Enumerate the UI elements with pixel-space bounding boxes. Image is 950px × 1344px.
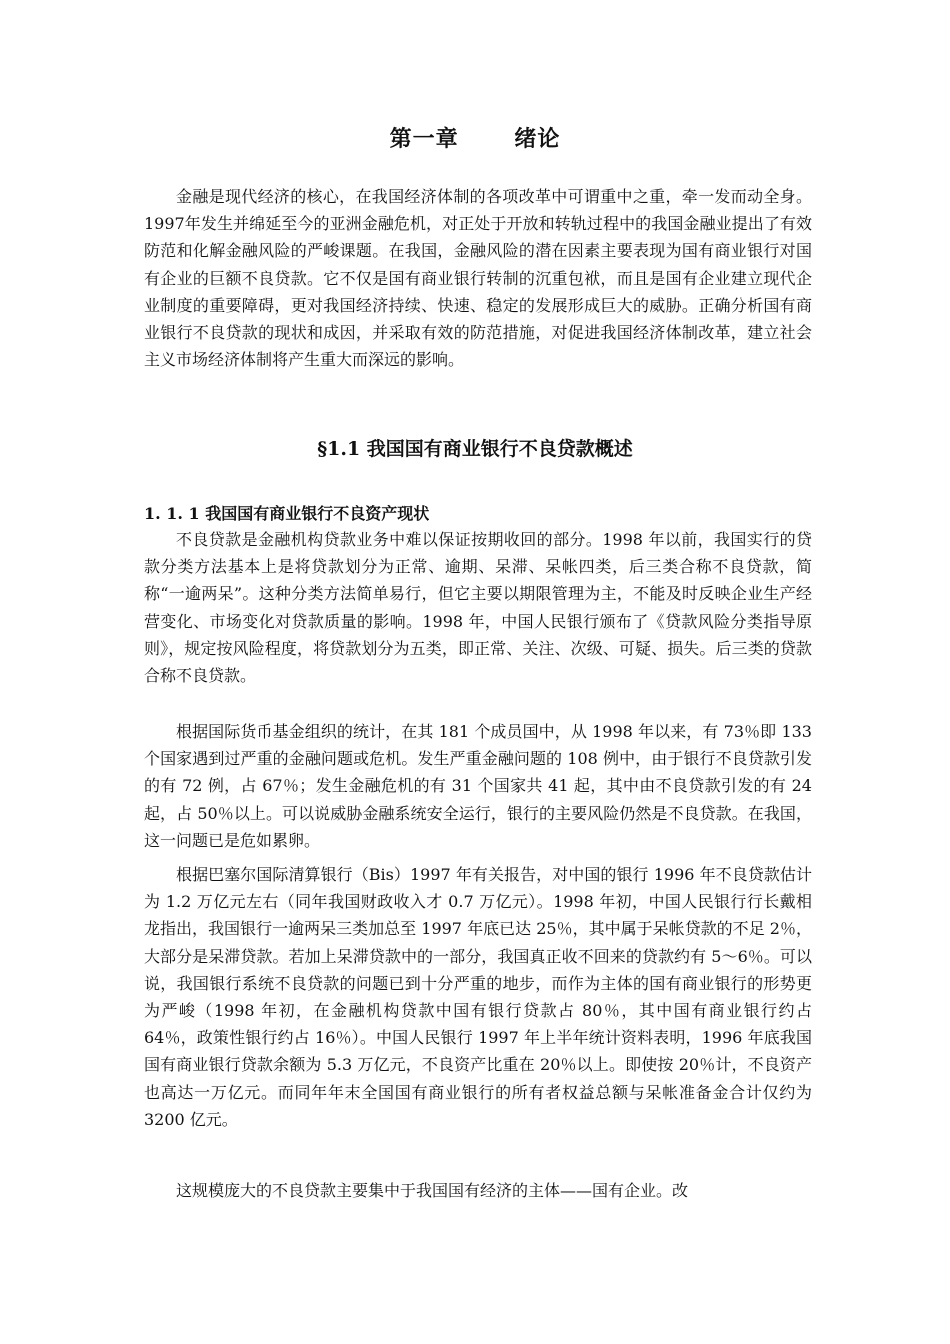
body-paragraph: 不良贷款是金融机构贷款业务中难以保证按期收回的部分。1998 年以前，我国实行的贷款分类方法基本上是将贷款划分为正常、逾期、呆滞、呆帐四类，后三类合称不良贷款，简称“一逾两呆”。这种分类方法简单易行，但它主要以期限管理为主，不能及时反映企业生产经营变化、市场变化对贷款质量的影响。1998 年，中国人民银行颁布了《贷款风险分类指导原则》，规定按风险程度，将贷款划分为五类，即正常、关注、次级、可疑、损失。后三类的贷款合称不良贷款。 [144, 530, 812, 686]
subsection-title: 1. 1. 1 我国国有商业银行不良资产现状 [144, 504, 430, 523]
intro-paragraph: 金融是现代经济的核心，在我国经济体制的各项改革中可谓重中之重，牵一发而动全身。1997年发生并绵延至今的亚洲金融危机，对正处于开放和转轨过程中的我国金融业提出了有效防范和化解金融风险的严峻课题。在我国，金融风险的潜在因素主要表现为国有商业银行对国有企业的巨额不良贷款。它不仅是国有商业银行转制的沉重包袱，而且是国有企业建立现代企业制度的重要障碍，更对我国经济持续、快速、稳定的发展形成巨大的威胁。正确分析国有商业银行不良贷款的现状和成因，并采取有效的防范措施，对促进我国经济体制改革，建立社会主义市场经济体制将产生重大而深远的影响。 [144, 187, 812, 370]
body-paragraph: 根据国际货币基金组织的统计，在其 181 个成员国中，从 1998 年以来，有 73％即 133 个国家遇到过严重的金融问题或危机。发生严重金融问题的 108 例中，由于银行不良贷款引发的有 72 例，占 67％；发生金融危机的有 31 个国家共 41 起，其中由不良贷款引发的有 24 起，占 50％以上。可以说威胁金融系统安全运行，银行的主要风险仍然是不良贷款。在我国，这一问题已是危如累卵。 [144, 722, 812, 850]
body-paragraph: 这规模庞大的不良贷款主要集中于我国国有经济的主体——国有企业。改 [176, 1181, 689, 1200]
body-paragraph: 根据巴塞尔国际清算银行（Bis）1997 年有关报告，对中国的银行 1996 年不良贷款估计为 1.2 万亿元左右（同年我国财政收入才 0.7 万亿元）。1998 年初，中国人民银行行长戴相龙指出，我国银行一逾两呆三类加总至 1997 年底已达 25％，其中属于呆帐贷款的不足 2％，大部分是呆滞贷款。若加上呆滞贷款中的一部分，我国真正收不回来的贷款约有 5～6％。可以说，我国银行系统不良贷款的问题已到十分严重的地步，而作为主体的国有商业银行的形势更为严峻（1998 年初，在金融机构贷款中国有银行贷款占 80％，其中国有商业银行约占 64％，政策性银行约占 16％）。中国人民银行 1997 年上半年统计资料表明，1996 年底我国国有商业银行贷款余额为 5.3 万亿元，不良资产比重在 20％以上。即使按 20％计，不良资产也高达一万亿元。而同年年末全国国有商业银行的所有者权益总额与呆帐准备金合计仅约为 3200 亿元。 [144, 865, 812, 1129]
chapter-title: 第一章 绪论 [389, 126, 561, 152]
section-title: §1.1 我国国有商业银行不良贷款概述 [317, 438, 633, 460]
